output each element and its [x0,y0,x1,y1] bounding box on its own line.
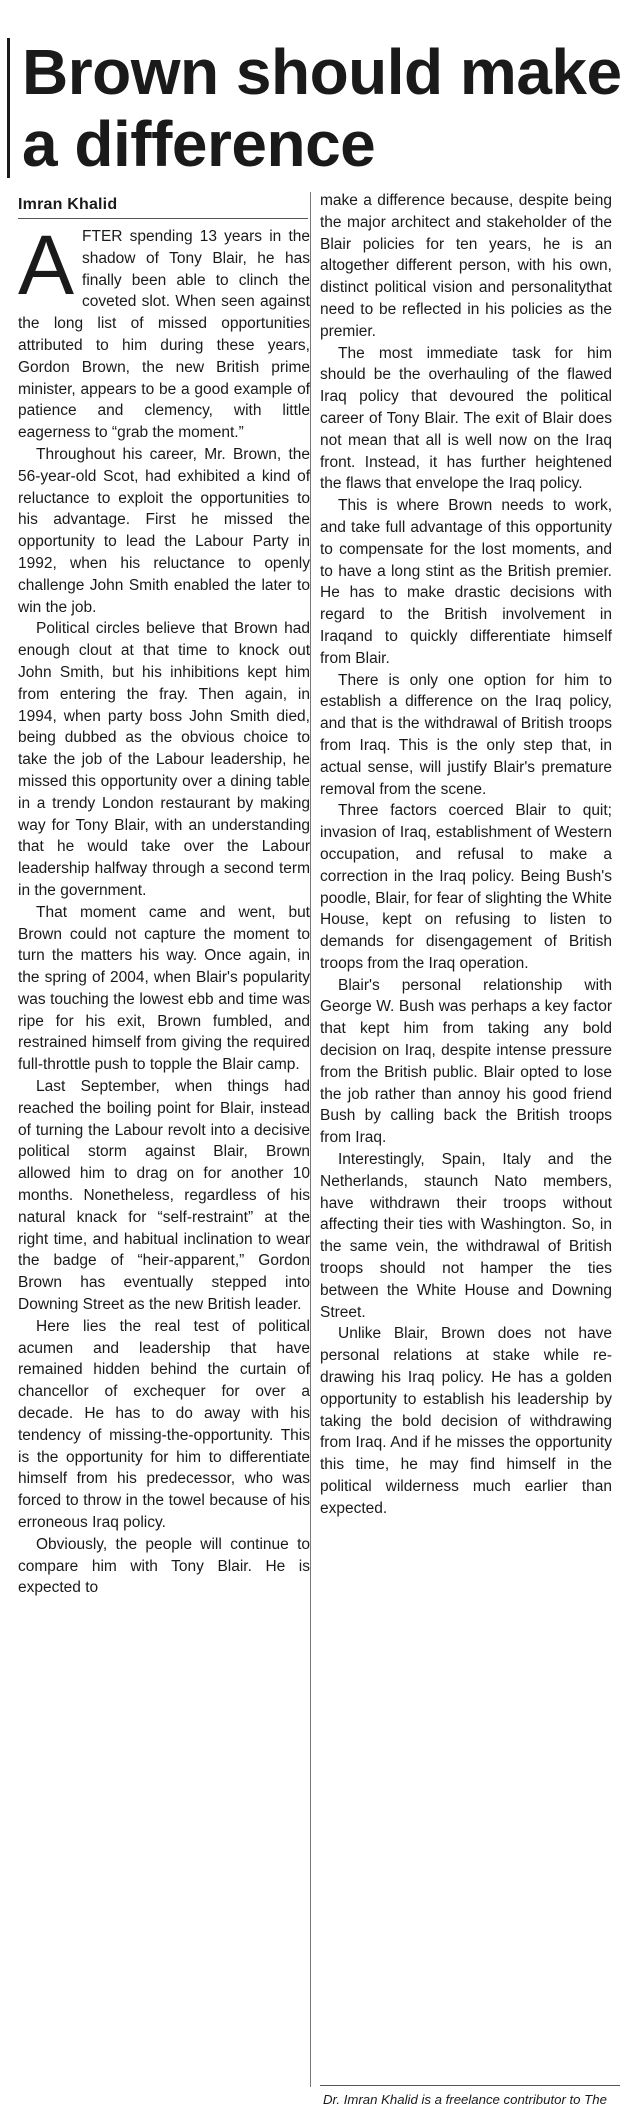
paragraph: That moment came and went, but Brown could not capture the moment to turn the matters his way. Once again, in the spring of 2004, when Blair's popularity was touching the lowest ebb and time was ripe for his exit, Brown fumbled, and restrained himself from giving the required full-throttle push to topple the Blair camp. [18,903,310,1074]
paragraph: Interestingly, Spain, Italy and the Netherlands, staunch Nato members, have withdrawn their troops without affecting their ties with Washington. So, in the same vein, the withdrawal of British troops should not hamper the ties between the White House and Downing Street. [320,1151,612,1321]
paragraph: The most immediate task for him should be the overhauling of the flawed Iraq policy that devoured the political career of Tony Blair. The exit of Blair does not mean that all is well now on the Iraq front. Instead, it has further heightened the flaws that envelope the Iraq policy. [320,344,612,493]
paragraph: Political circles believe that Brown had enough clout at that time to knock out John Smith, but his inhibitions kept him from entering the fray. Then again, in 1994, when party boss John Smith died, being dubbed as the obvious choice to take the job of the Labour leadership, he missed this opportunity over a dining table in a trendy London restaurant by making way for Tony Blair, with an understanding that he would take over the Labour leadership halfway through a second term in the government. [18,620,310,899]
paragraph: Unlike Blair, Brown does not have personal relations at stake while re-drawing his Iraq policy. He has a golden opportunity to establish his leadership by taking the bold decision of withdrawing from Iraq. And if he misses the opportunity this time, he may find himself in the political wilderness much earlier than expected. [320,1325,612,1517]
paragraph: Three factors coerced Blair to quit; invasion of Iraq, establishment of Western occupation, and refusal to make a correction in the Iraq policy. Being Bush's poodle, Blair, for fear of slighting the White House, kept on refusing to listen to demands for disengagement of British troops from the Iraq operation. [320,802,612,972]
footer-rule [320,2085,620,2086]
paragraph-text: FTER spending 13 years in the shadow of Tony Blair, he has finally been able to clinch the coveted slot. When seen against the long list of missed opportunities attributed to him during these years, Gordon Brown, the new British prime minister, appears to be a good example of patience and clemency, with little eagerness to “grab the moment.” [18,228,310,442]
headline-rule [7,38,10,178]
paragraph: Last September, when things had reached the boiling point for Blair, instead of turning the Labour revolt into a decisive political storm against Blair, Brown allowed him to drag on for another 10 months. Nonetheless, regardless of his natural knack for “self-restraint” at the right time, and habitual inclination to wear the badge of “heir-apparent,” Gordon Brown has eventually stepped into Downing Street as the new British leader. [18,1078,310,1314]
author-note: Dr. Imran Khalid is a freelance contributor to The [323,2092,607,2107]
byline: Imran Khalid [18,196,308,219]
headline-line-1: Brown should make [22,36,622,108]
right-column [320,190,612,1520]
drop-cap: A [18,218,75,312]
paragraph: make a difference because, despite being the major architect and stakeholder of the Blair policies for ten years, he is an altogether different person, with his own, distinct political vision and personalitythat need to be reflected in his policies as the premier. [320,192,612,340]
column-divider [310,192,311,2087]
paragraph: This is where Brown needs to work, and take full advantage of this opportunity to compensate for the lost moments, and to have a long stint as the British premier. He has to make drastic decisions with regard to the British involvement in Iraqand to quickly differentiate himself from Blair. [320,497,612,667]
paragraph: Obviously, the people will continue to compare him with Tony Blair. He is expected to [18,1535,310,1597]
paragraph [18,218,310,444]
paragraph: There is only one option for him to establish a difference on the Iraq policy, and that is the withdrawal of British troops from Iraq. This is the only step that, in actual sense, will justify Blair's premature removal from the scene. [320,671,612,798]
paragraph: Blair's personal relationship with George W. Bush was perhaps a key factor that kept him from taking any bold decision on Iraq, despite intense pressure from the British public. Blair opted to lose the job rather than annoy his good friend Bush by calling back the British troops from Iraq. [320,976,612,1147]
headline-line-2: a difference [22,108,376,180]
headline [22,36,622,180]
left-column [18,218,310,1599]
paragraph: Here lies the real test of political acumen and leadership that have remained hidden behind the curtain of chancellor of exchequer for over a decade. He has to do away with his tendency of missing-the-opportunity. This is the opportunity for him to differentiate himself from his predecessor, who was forced to throw in the towel because of his erroneous Iraq policy. [18,1317,310,1532]
paragraph: Throughout his career, Mr. Brown, the 56-year-old Scot, had exhibited a kind of reluctance to exploit the opportunities to his advantage. First he missed the opportunity to lead the Labour Party in 1992, when his reluctance to openly challenge John Smith enabled the later to win the job. [18,445,310,616]
